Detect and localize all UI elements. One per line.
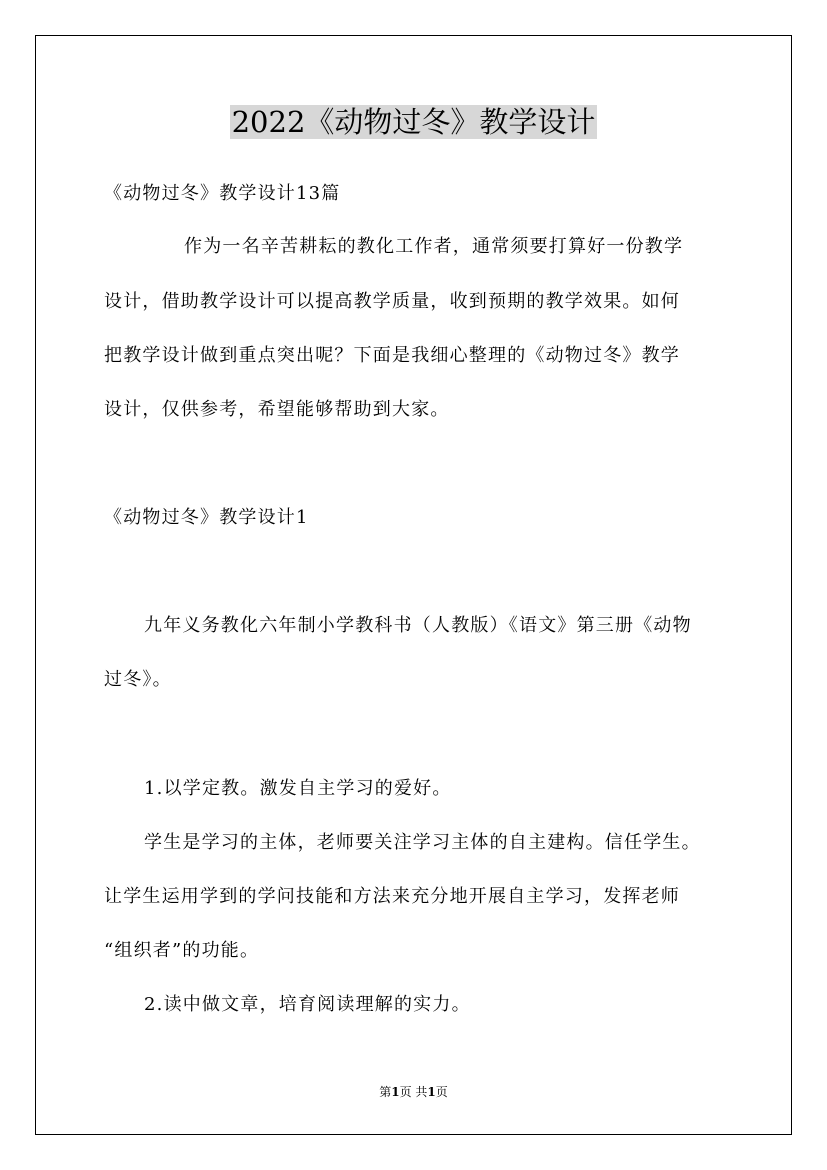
footer-page-mid: 页 共 (399, 1085, 428, 1099)
document-title-text: 2022《动物过冬》教学设计 (231, 105, 596, 139)
footer-page-number: 1 (391, 1085, 400, 1099)
page-footer (0, 1083, 827, 1101)
intro-line-3: 把教学设计做到重点突出呢？下面是我细心整理的《动物过冬》教学 (104, 345, 680, 366)
point-1-line-2: 让学生运用学到的学问技能和方法来充分地开展自主学习，发挥老师 (104, 886, 680, 907)
textbook-line-2: 过冬》。 (104, 669, 172, 690)
footer-page-prefix: 第 (379, 1085, 392, 1099)
footer-page-suffix: 页 (435, 1085, 448, 1099)
point-1-line-3: “组织者”的功能。 (104, 940, 260, 961)
point-2-heading: 2.读中做文章，培育阅读理解的实力。 (144, 994, 471, 1015)
intro-line-2: 设计，借助教学设计可以提高教学质量，收到预期的教学效果。如何 (104, 291, 680, 312)
intro-line-4: 设计，仅供参考，希望能够帮助到大家。 (104, 399, 450, 420)
point-1-heading: 1.以学定教。激发自主学习的爱好。 (144, 778, 452, 799)
point-1-line-1: 学生是学习的主体，老师要关注学习主体的自主建构。信任学生。 (144, 832, 701, 853)
document-subtitle: 《动物过冬》教学设计13篇 (104, 183, 341, 204)
document-title (0, 100, 827, 144)
textbook-line-1: 九年义务教化六年制小学教科书（人教版）《语文》第三册《动物 (144, 615, 692, 636)
section-heading: 《动物过冬》教学设计1 (104, 507, 309, 528)
footer-page-total: 1 (427, 1085, 436, 1099)
intro-line-1: 作为一名辛苦耕耘的教化工作者，通常须要打算好一份教学 (184, 236, 684, 257)
